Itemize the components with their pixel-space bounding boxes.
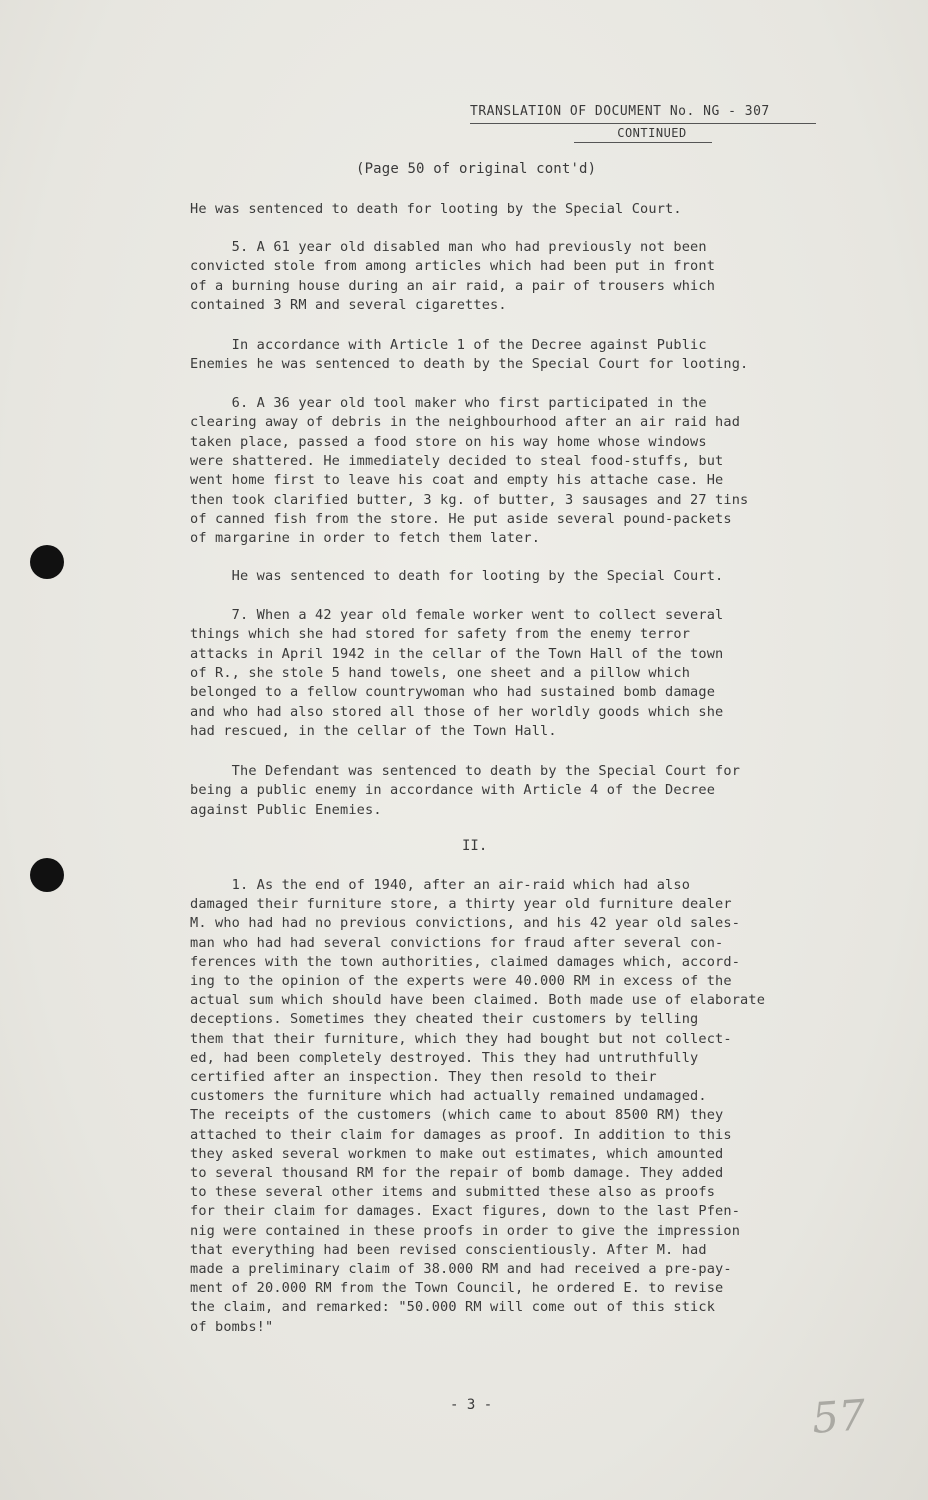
paragraph-line: of R., she stole 5 hand towels, one sheet and a pillow which xyxy=(190,664,691,681)
document-header xyxy=(470,103,816,143)
paragraph-line: The Defendant was sentenced to death by the Special Court for xyxy=(190,763,741,779)
paragraph-line: 6. A 36 year old tool maker who first participated in the xyxy=(190,395,707,411)
paragraph-line: taken place, passed a food store on his way home whose windows xyxy=(190,433,707,450)
punch-hole xyxy=(30,545,64,579)
paragraph-line: 5. A 61 year old disabled man who had previously not been xyxy=(190,239,707,255)
section-paragraph-line: 1. As the end of 1940, after an air-raid which had also xyxy=(190,877,691,893)
section-paragraph-line: man who had had several convictions for fraud after several con- xyxy=(190,934,724,951)
section-paragraph-line: actual sum which should have been claimed. Both made use of elaborate xyxy=(190,992,766,1009)
paragraph-line: and who had also stored all those of her worldly goods which she xyxy=(190,703,724,720)
section-paragraph-line: nig were contained in these proofs in order to give the impression xyxy=(190,1222,741,1239)
section-paragraph-line: M. who had had no previous convictions, and his 42 year old sales- xyxy=(190,915,741,932)
paragraph-line: attacks in April 1942 in the cellar of the Town Hall of the town xyxy=(190,645,724,662)
paragraph-line: contained 3 RM and several cigarettes. xyxy=(190,296,507,313)
section-paragraph-line: that everything had been revised conscientiously. After M. had xyxy=(190,1241,707,1258)
section-paragraph-line: certified after an inspection. They then resold to their xyxy=(190,1069,657,1085)
paragraph-line: had rescued, in the cellar of the Town Hall. xyxy=(190,722,557,739)
paragraph-line: of a burning house during an air raid, a pair of trousers which xyxy=(190,277,716,294)
paragraph-line: of margarine in order to fetch them later. xyxy=(190,530,541,547)
page-number: - 3 - xyxy=(450,1397,493,1413)
section-paragraph-line: to several thousand RM for the repair of bomb damage. They added xyxy=(190,1165,724,1181)
section-paragraph-line: they asked several workmen to make out estimates, which amounted xyxy=(190,1145,724,1162)
section-paragraph-line: ing to the opinion of the experts were 40.000 RM in excess of the xyxy=(190,973,732,989)
paragraph-line: Enemies he was sentenced to death by the Special Court for looting. xyxy=(190,356,749,373)
header-title: TRANSLATION OF DOCUMENT No. NG - 307 xyxy=(470,103,816,124)
page-note: (Page 50 of original cont'd) xyxy=(356,161,597,177)
section-paragraph-line: ferences with the town authorities, claimed damages which, accord- xyxy=(190,953,741,970)
paragraph-line: He was sentenced to death for looting by the Special Court. xyxy=(190,201,682,217)
section-paragraph-line: ed, had been completely destroyed. This they had untruthfully xyxy=(190,1049,699,1066)
section-paragraph-line: the claim, and remarked: "50.000 RM will come out of this stick xyxy=(190,1299,716,1316)
section-paragraph-line: ment of 20.000 RM from the Town Council, he ordered E. to revise xyxy=(190,1280,724,1297)
handwritten-page-number: 57 xyxy=(810,1390,868,1443)
paragraph-line: went home first to leave his coat and empty his attache case. He xyxy=(190,472,724,489)
punch-hole xyxy=(30,858,64,892)
paragraph-line: In accordance with Article 1 of the Decree against Public xyxy=(190,337,707,353)
section-paragraph-line: made a preliminary claim of 38.000 RM and had received a pre-pay- xyxy=(190,1261,732,1277)
paragraph-line: clearing away of debris in the neighbourhood after an air raid had xyxy=(190,414,741,431)
paragraph-line: of canned fish from the store. He put aside several pound-packets xyxy=(190,510,732,527)
paragraph-line: being a public enemy in accordance with Article 4 of the Decree xyxy=(190,782,716,799)
section-paragraph-line: damaged their furniture store, a thirty year old furniture dealer xyxy=(190,896,732,913)
paragraph-line: were shattered. He immediately decided to steal food-stuffs, but xyxy=(190,452,724,469)
section-paragraph-line: them that their furniture, which they had bought but not collect- xyxy=(190,1030,732,1047)
paragraph-line: then took clarified butter, 3 kg. of butter, 3 sausages and 27 tins xyxy=(190,491,749,508)
section-paragraph-line: of bombs!" xyxy=(190,1318,274,1335)
paragraph-line: things which she had stored for safety from the enemy terror xyxy=(190,626,691,643)
paragraph-line: 7. When a 42 year old female worker went to collect several xyxy=(190,607,724,623)
section-paragraph-line: for their claim for damages. Exact figures, down to the last Pfen- xyxy=(190,1203,741,1220)
section-paragraph-line: The receipts of the customers (which came to about 8500 RM) they xyxy=(190,1107,724,1124)
header-continued: CONTINUED xyxy=(574,124,712,143)
section-paragraph-line: deceptions. Sometimes they cheated their customers by telling xyxy=(190,1011,699,1028)
section-paragraph-line: customers the furniture which had actually remained undamaged. xyxy=(190,1088,707,1105)
section-paragraph-line: attached to their claim for damages as proof. In addition to this xyxy=(190,1126,732,1143)
section-heading: II. xyxy=(462,838,488,854)
section-paragraph-line: to these several other items and submitted these also as proofs xyxy=(190,1184,716,1201)
paragraph-line: He was sentenced to death for looting by the Special Court. xyxy=(190,568,724,584)
paragraph-line: convicted stole from among articles which had been put in front xyxy=(190,258,716,275)
paragraph-line: belonged to a fellow countrywoman who had sustained bomb damage xyxy=(190,684,716,701)
paragraph-line: against Public Enemies. xyxy=(190,801,382,818)
